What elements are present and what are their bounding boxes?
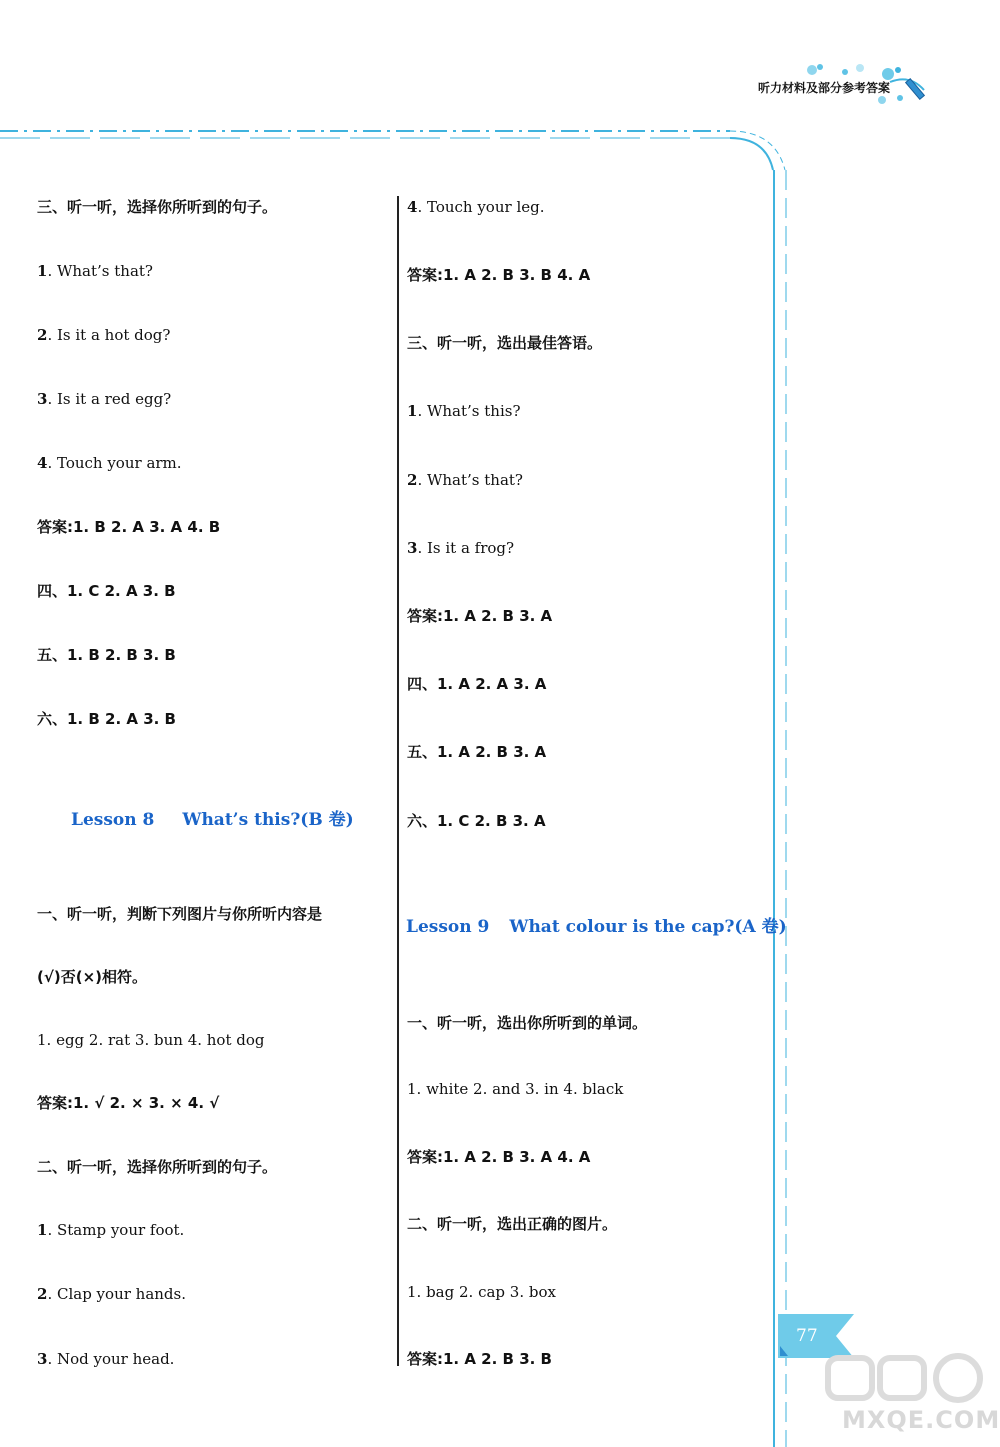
right-answer-4: 四、1. A 2. A 3. A xyxy=(407,675,547,693)
left-item-2: 2. Is it a hot dog? xyxy=(37,326,171,344)
lesson-9-title: Lesson 9 What colour is the cap?(A 卷) xyxy=(406,917,787,937)
right-item-3: 3. Is it a frog? xyxy=(407,539,515,557)
left-word-list: 1. egg 2. rat 3. bun 4. hot dog xyxy=(37,1031,265,1049)
right-answer-1: 答案:1. A 2. B 3. A 4. A xyxy=(407,1148,591,1166)
watermark-text: MXQE.COM xyxy=(842,1406,1000,1434)
right-answer-2b: 答案:1. A 2. B 3. B xyxy=(407,1350,552,1368)
left-answer-6: 六、1. B 2. A 3. B xyxy=(37,710,176,728)
left-answer-1: 答案:1. √ 2. × 3. × 4. √ xyxy=(37,1094,220,1112)
left-item-4: 4. Touch your arm. xyxy=(37,454,182,472)
right-answer-6: 六、1. C 2. B 3. A xyxy=(407,812,546,830)
right-sentence-4: 4. Touch your leg. xyxy=(407,198,545,216)
lesson-8-title: Lesson 8 What’s this?(B 卷) xyxy=(71,810,354,830)
left-answer-4: 四、1. C 2. A 3. B xyxy=(37,582,176,600)
left-section-2-heading: 二、听一听，选择你所听到的句子。 xyxy=(37,1158,278,1176)
left-section-1-heading: 一、听一听，判断下列图片与你所听内容是 xyxy=(37,905,323,923)
left-item-1: 1. What’s that? xyxy=(37,262,153,280)
left-sentence-1: 1. Stamp your foot. xyxy=(37,1221,185,1239)
left-section-3-heading: 三、听一听，选择你所听到的句子。 xyxy=(37,198,278,216)
left-sentence-3: 3. Nod your head. xyxy=(37,1350,175,1368)
right-picture-list: 1. bag 2. cap 3. box xyxy=(407,1283,556,1301)
right-item-2: 2. What’s that? xyxy=(407,471,523,489)
watermark-logo-icon xyxy=(822,1352,992,1404)
right-word-list: 1. white 2. and 3. in 4. black xyxy=(407,1080,624,1098)
column-divider xyxy=(397,196,399,1366)
left-answer-5: 五、1. B 2. B 3. B xyxy=(37,646,176,664)
right-answer-2: 答案:1. A 2. B 3. B 4. A xyxy=(407,266,591,284)
right-item-1: 1. What’s this? xyxy=(407,402,521,420)
right-answer-3: 答案:1. A 2. B 3. A xyxy=(407,607,553,625)
left-section-1-heading-cont: (√)否(×)相符。 xyxy=(37,968,147,986)
left-answer-3: 答案:1. B 2. A 3. A 4. B xyxy=(37,518,221,536)
right-answer-5: 五、1. A 2. B 3. A xyxy=(407,743,547,761)
header-title: 听力材料及部分参考答案 xyxy=(758,81,891,95)
right-section-3-heading: 三、听一听，选出最佳答语。 xyxy=(407,334,603,352)
left-sentence-2: 2. Clap your hands. xyxy=(37,1285,186,1303)
page-number: 77 xyxy=(796,1326,818,1346)
right-section-1-heading: 一、听一听，选出你所听到的单词。 xyxy=(407,1014,648,1032)
left-item-3: 3. Is it a red egg? xyxy=(37,390,172,408)
right-section-2-heading: 二、听一听，选出正确的图片。 xyxy=(407,1215,618,1233)
